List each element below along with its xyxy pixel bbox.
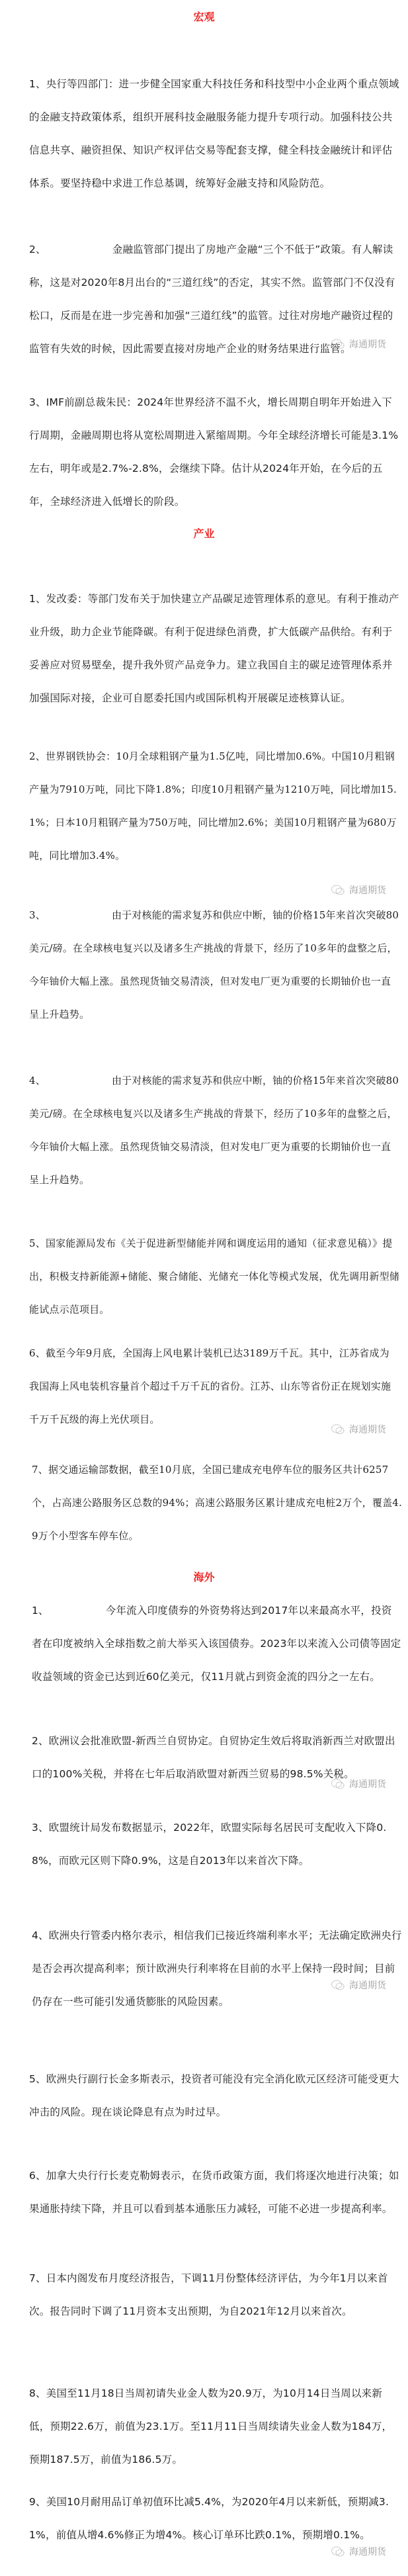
item-number: 3、 — [32, 1822, 49, 1834]
item-text: 发改委：等部门发布关于加快建立产品碳足迹管理体系的意见。有利于推动产业升级，助力企业节能降碳。有利于促进绿色消费，扩大低碳产品供给。有利于妥善应对贸易壁垒，提升我外贸产品竞争力。建立我国自主的碳足迹管理体系并加强国际对接，企业可自愿委托国内或国际机构开展碳足迹核算认证。 — [29, 593, 399, 704]
section-heading-industry: 产业 — [193, 527, 215, 540]
overseas-item-4 — [32, 1919, 402, 2018]
item-number: 5、 — [29, 2073, 46, 2085]
item-number: 2、 — [29, 244, 46, 255]
item-text: 金融监管部门提出了房地产金融“三个不低于”政策。有人解读称，这是对2020年8月出台的“三道红线”的否定，其实不然。监管部门不仅没有松口，反而是在进一步完善和加强“三道红线”的监管。过往对房地产融资过程的监管有失效的时候，因此需要直接对房地产企业的财务结果进行监管。 — [29, 244, 395, 355]
overseas-item-5 — [29, 2063, 399, 2129]
item-text: 据交通运输部数据，截至10月底，全国已建成充电停车位的服务区共计6257个，占高速公路服务区总数的94%；高速公路服务区累计建成充电桩2万个，覆盖4.9万个小型客车停车位。 — [32, 1464, 402, 1542]
watermark — [331, 1423, 386, 1436]
overseas-item-8 — [29, 2377, 399, 2476]
industry-item-7 — [32, 1453, 402, 1552]
watermark-text: 海通期货 — [349, 1980, 386, 1991]
item-text: 国家能源局发布《关于促进新型储能并网和调度运用的通知（征求意见稿）》提出，积极支持新能源+储能、聚合储能、光储充一体化等模式发展，优先调用新型储能试点示范项目。 — [29, 1237, 399, 1315]
watermark-text: 海通期货 — [349, 339, 386, 350]
watermark — [331, 1978, 386, 1992]
watermark — [331, 337, 386, 351]
item-text: IMF前副总裁朱民：2024年世界经济不温不火，增长周期自明年开始进入下行周期，金融周期也将从宽松周期进入紧缩周期。今年全球经济增长可能是3.1%左右，明年或是2.7%-2.8%，会继续下降。估计从2024年开始，在今后的五年，全球经济进入低增长的阶段。 — [29, 396, 399, 508]
item-number: 1、 — [29, 78, 46, 90]
item-text: 欧洲央行管委内格尔表示，相信我们已接近终端利率水平；无法确定欧洲央行是否会再次提高利率；预计欧洲央行利率将在目前的水平上保持一段时间；目前仍存在一些可能引发通货膨胀的风险因素。 — [32, 1930, 402, 2008]
watermark — [331, 2545, 386, 2558]
item-number: 7、 — [29, 2272, 46, 2284]
item-text: 欧盟统计局发布数据显示，2022年，欧盟实际每名居民可支配收入下降0.8%，而欧元区则下降0.9%，这是自2013年以来首次下降。 — [32, 1822, 387, 1867]
item-number: 8、 — [29, 2387, 46, 2399]
macro-item-1 — [29, 67, 399, 200]
wechat-bubble-icon — [331, 2546, 345, 2557]
industry-item-4 — [29, 1064, 399, 1196]
item-text: 今年流入印度债券的外资势将达到2017年以来最高水平，投资者在印度被纳入全球指数之前大举买入该国债券。2023年以来流入公司债等固定收益领域的资金已达到近60亿美元，仅11月就占到资金流的四分之一左右。 — [32, 1605, 401, 1683]
item-text: 加拿大央行行长麦克勒姆表示，在货币政策方面，我们将逐次地进行决策；如果通胀持续下降，并且可以看到基本通胀压力减轻，可能不必进一步提高利率。 — [29, 2170, 399, 2215]
item-text: 美国10月耐用品订单初值环比减5.4%，为2020年4月以来新低，预期减3.1%，前值从增4.6%修正为增4%。核心订单环比跌0.1%，预期增0.1%。 — [29, 2496, 389, 2541]
item-number: 5、 — [29, 1237, 46, 1249]
item-number: 3、 — [29, 396, 46, 408]
wechat-bubble-icon — [331, 884, 345, 896]
watermark-text: 海通期货 — [349, 2547, 386, 2557]
item-number: 1、 — [29, 593, 46, 605]
item-text: 由于对核能的需求复苏和供应中断，铀的价格15年来首次突破80美元/磅。在全球核电复兴以及诸多生产挑战的背景下，经历了10多年的盘整之后，今年铀价大幅上涨。虽然现货铀交易清淡，但对发电厂更为重要的长期铀价也一直呈上升趋势。 — [29, 1075, 399, 1186]
watermark — [331, 1777, 386, 1791]
industry-item-6 — [29, 1337, 399, 1436]
item-text: 日本内阁发布月度经济报告，下调11月份整体经济评估，为今年1月以来首次。报告同时下调了11月资本支出预期，为自2021年12月以来首次。 — [29, 2272, 388, 2317]
item-number: 4、 — [29, 1075, 46, 1087]
wechat-bubble-icon — [331, 1423, 345, 1435]
item-text: 欧洲央行副行长金多斯表示，投资者可能没有完全消化欧元区经济可能受更大冲击的风险。现在谈论降息有点为时过早。 — [29, 2073, 399, 2118]
wechat-bubble-icon — [331, 1778, 345, 1790]
overseas-item-3 — [32, 1811, 402, 1877]
wechat-bubble-icon — [331, 1979, 345, 1991]
industry-item-1 — [29, 582, 399, 715]
wechat-bubble-icon — [331, 338, 345, 350]
watermark — [331, 883, 386, 897]
item-number: 3、 — [29, 909, 46, 921]
overseas-item-7 — [29, 2262, 399, 2328]
section-heading-overseas: 海外 — [193, 1571, 215, 1583]
item-text: 截至今年9月底，全国海上风电累计装机已达3189万千瓦。其中，江苏省成为我国海上风电装机容量首个超过千万千瓦的省份。江苏、山东等省份正在规划实施千万千瓦级的海上光伏项目。 — [29, 1347, 391, 1425]
item-number: 2、 — [32, 1735, 49, 1747]
item-number: 1、 — [32, 1605, 49, 1617]
watermark-text: 海通期货 — [349, 885, 386, 896]
industry-item-5 — [29, 1227, 399, 1326]
overseas-item-6 — [29, 2159, 399, 2225]
item-text: 欧洲议会批准欧盟-新西兰自贸协定。自贸协定生效后将取消新西兰对欧盟出口的100%关税，并将在七年后取消欧盟对新西兰贸易的98.5%关税。 — [32, 1735, 395, 1780]
macro-item-3 — [29, 386, 399, 518]
watermark-text: 海通期货 — [349, 1779, 386, 1790]
item-number: 7、 — [32, 1464, 48, 1476]
item-text: 美国至11月18日当周初请失业金人数为20.9万，为10月14日当周以来新低，预期22.6万，前值为23.1万。至11月11日当周续请失业金人数为184万，预期187.5万，前值为186.5万。 — [29, 2387, 393, 2465]
overseas-item-1 — [32, 1594, 402, 1693]
item-number: 9、 — [29, 2496, 46, 2508]
overseas-item-9 — [29, 2485, 399, 2552]
industry-item-2 — [29, 740, 399, 872]
industry-item-3 — [29, 899, 399, 1031]
item-number: 6、 — [29, 1347, 46, 1359]
item-number: 6、 — [29, 2170, 46, 2182]
section-heading-macro: 宏观 — [193, 11, 215, 23]
item-text: 世界钢铁协会：10月全球粗钢产量为1.5亿吨，同比增加0.6%。中国10月粗钢产量为7910万吨，同比下降1.8%；印度10月粗钢产量为1210万吨，同比增加15.1%；日本10月粗钢产量为750万吨，同比增加2.6%；美国10月粗钢产量为680万吨，同比增加3.4%。 — [29, 750, 397, 862]
item-number: 2、 — [29, 750, 46, 762]
item-text: 央行等四部门：进一步健全国家重大科技任务和科技型中小企业两个重点领域的金融支持政策体系，组织开展科技金融服务能力提升专项行动。加强科技公共信息共享、融资担保、知识产权评估交易等配套支撑，健全科技金融统计和评估体系。要坚持稳中求进工作总基调，统筹好金融支持和风险防范。 — [29, 78, 399, 189]
watermark-text: 海通期货 — [349, 1425, 386, 1435]
item-number: 4、 — [32, 1930, 49, 1941]
item-text: 由于对核能的需求复苏和供应中断，铀的价格15年来首次突破80美元/磅。在全球核电复兴以及诸多生产挑战的背景下，经历了10多年的盘整之后，今年铀价大幅上涨。虽然现货铀交易清淡，但对发电厂更为重要的长期铀价也一直呈上升趋势。 — [29, 909, 399, 1020]
